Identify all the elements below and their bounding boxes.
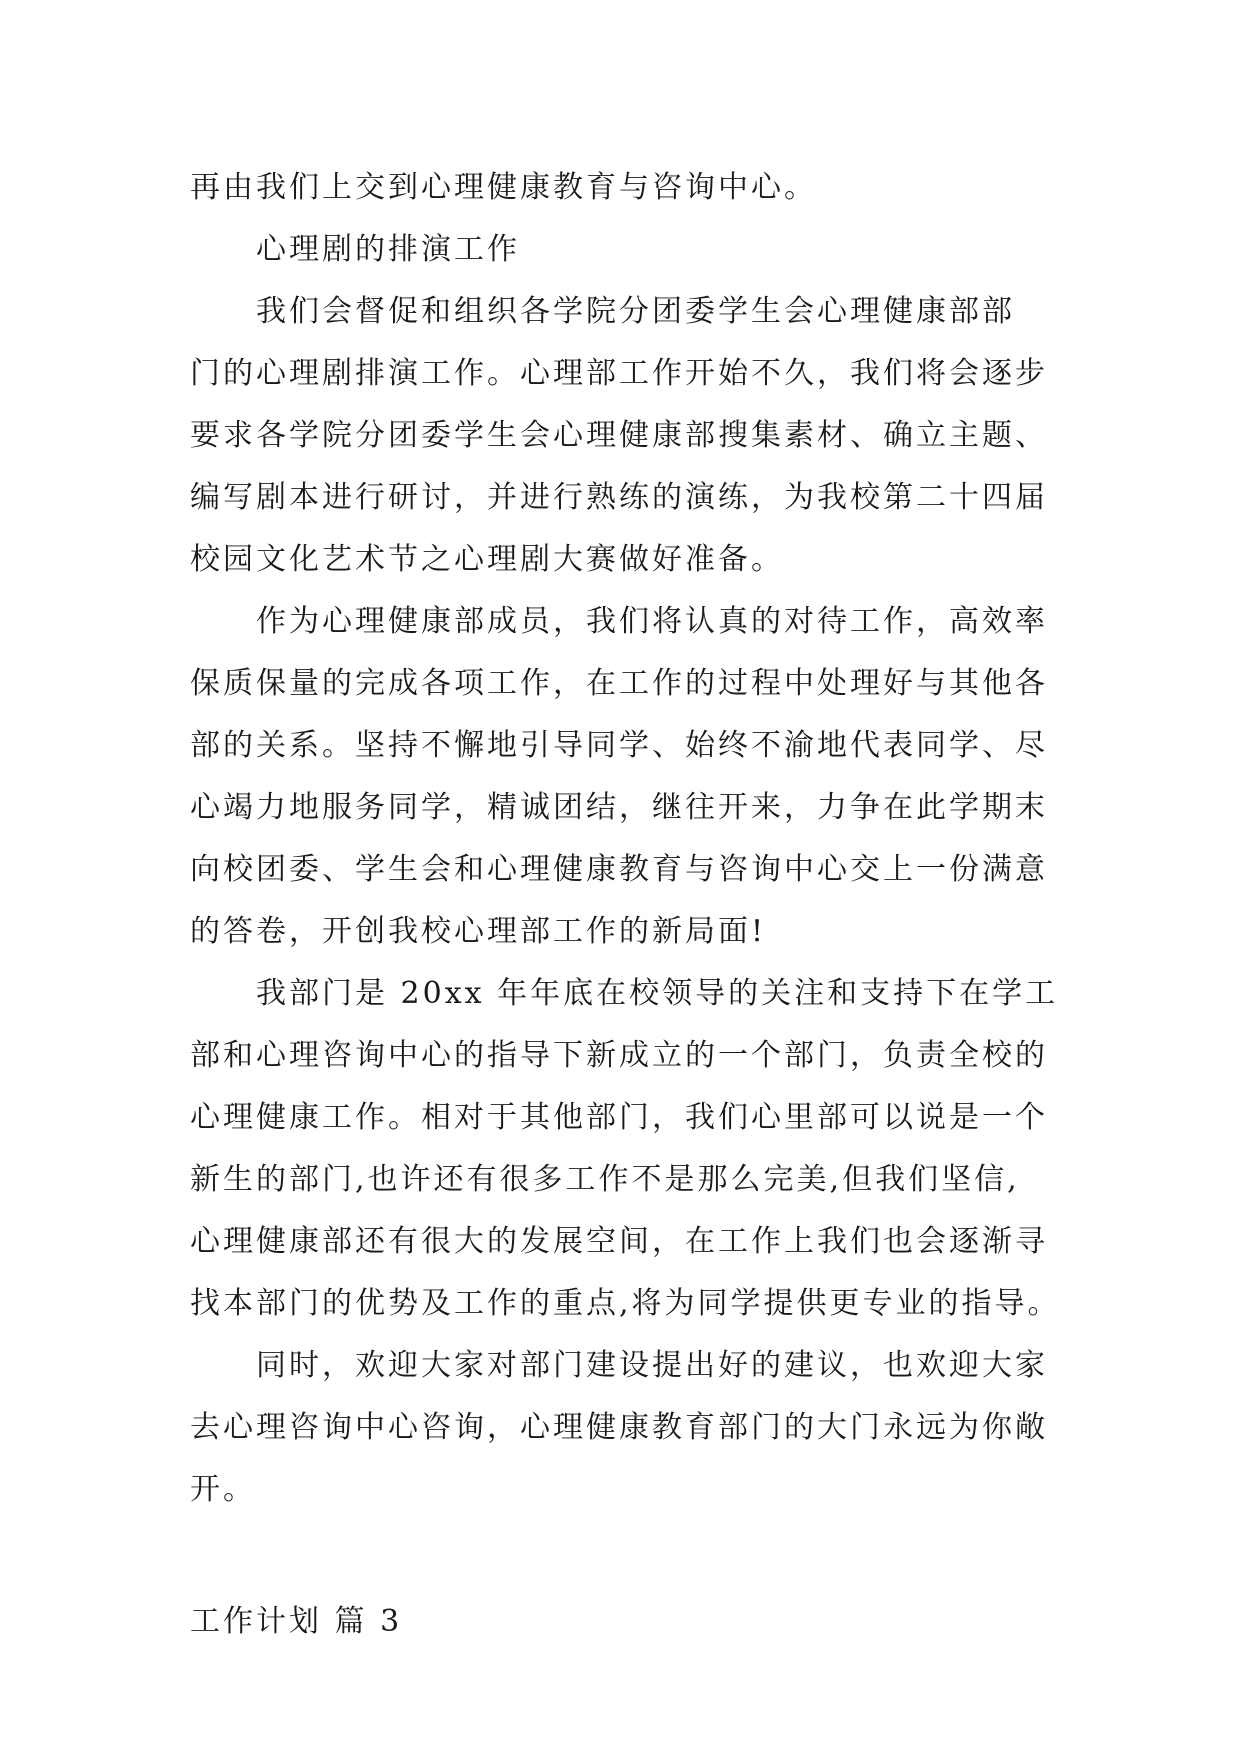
text-line: 新生的部门,也许还有很多工作不是那么完美,但我们坚信, — [190, 1162, 1020, 1197]
text-line: 心理健康部还有很大的发展空间，在工作上我们也会逐渐寻 — [190, 1224, 1048, 1259]
text-line: 作为心理健康部成员，我们将认真的对待工作，高效率 — [256, 604, 1048, 639]
text-line: 向校团委、学生会和心理健康教育与咨询中心交上一份满意 — [190, 852, 1048, 887]
text-line: 心理健康工作。相对于其他部门，我们心里部可以说是一个 — [190, 1100, 1048, 1135]
text-line: 校园文化艺术节之心理剧大赛做好准备。 — [190, 542, 784, 577]
section-title: 工作计划 篇 3 — [190, 1604, 403, 1639]
text-line: 门的心理剧排演工作。心理部工作开始不久，我们将会逐步 — [190, 356, 1048, 391]
text-line: 找本部门的优势及工作的重点,将为同学提供更专业的指导。 — [190, 1286, 1061, 1321]
text-line: 部和心理咨询中心的指导下新成立的一个部门，负责全校的 — [190, 1038, 1048, 1073]
text-line: 的答卷，开创我校心理部工作的新局面! — [190, 914, 767, 949]
section-heading: 心理剧的排演工作 — [256, 232, 520, 267]
text-line: 同时，欢迎大家对部门建设提出好的建议，也欢迎大家 — [256, 1348, 1048, 1383]
text-line: 开。 — [190, 1472, 256, 1507]
text-line: 保质保量的完成各项工作，在工作的过程中处理好与其他各 — [190, 666, 1048, 701]
text-line: 去心理咨询中心咨询，心理健康教育部门的大门永远为你敞 — [190, 1410, 1048, 1445]
text-line: 心竭力地服务同学，精诚团结，继往开来，力争在此学期末 — [190, 790, 1048, 825]
text-line: 要求各学院分团委学生会心理健康部搜集素材、确立主题、 — [190, 418, 1048, 453]
text-line: 编写剧本进行研讨，并进行熟练的演练，为我校第二十四届 — [190, 480, 1048, 515]
text-line: 我部门是 20xx 年年底在校领导的关注和支持下在学工 — [256, 976, 1059, 1011]
text-line: 我们会督促和组织各学院分团委学生会心理健康部部 — [256, 294, 1015, 329]
text-line: 部的关系。坚持不懈地引导同学、始终不渝地代表同学、尽 — [190, 728, 1048, 763]
text-line: 再由我们上交到心理健康教育与咨询中心。 — [190, 170, 817, 205]
